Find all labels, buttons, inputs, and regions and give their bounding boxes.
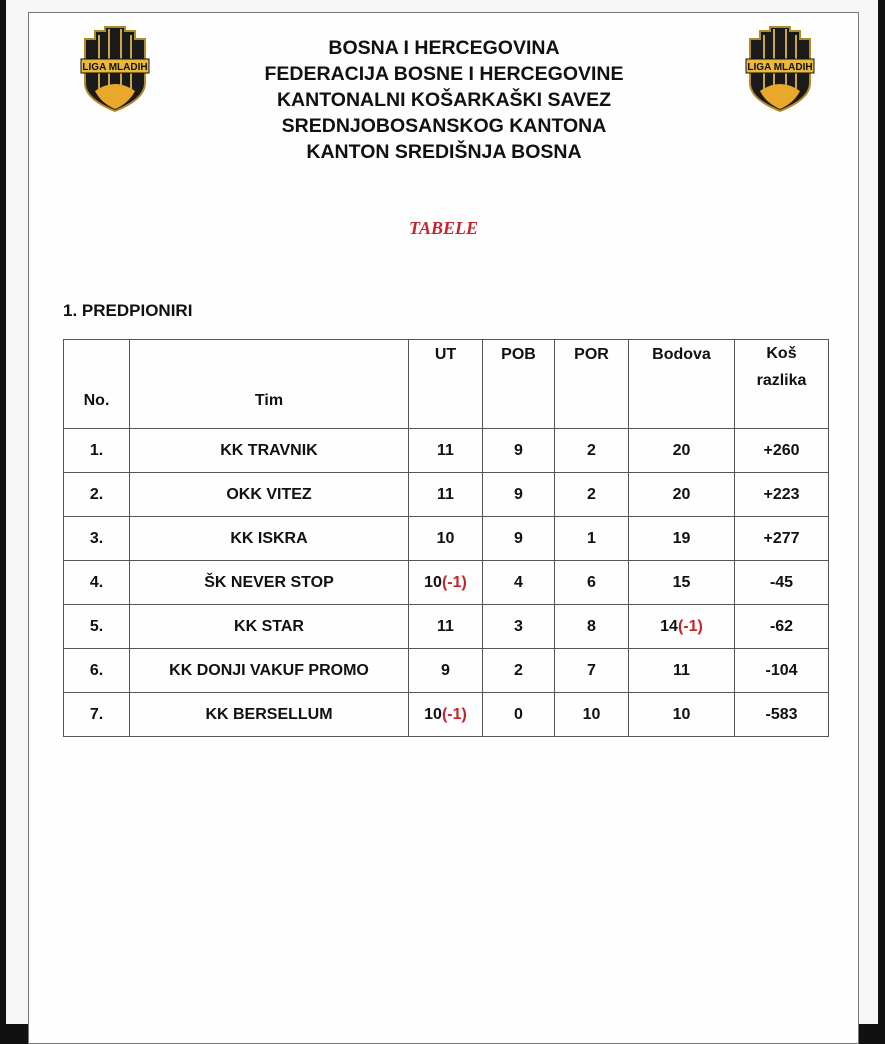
cell-losses: 6 xyxy=(555,561,629,605)
cell-played xyxy=(409,693,483,737)
header-line: FEDERACIJA BOSNE I HERCEGOVINE xyxy=(264,63,624,85)
document-page xyxy=(28,12,859,1044)
letterhead xyxy=(179,35,709,165)
played-value: 10 xyxy=(436,529,455,547)
cell-point-diff: -583 xyxy=(735,693,829,737)
cell-losses: 10 xyxy=(555,693,629,737)
section-heading: 1. PREDPIONIRI xyxy=(63,301,193,320)
cell-no: 1. xyxy=(64,429,130,473)
table-row xyxy=(64,473,829,517)
cell-point-diff: +260 xyxy=(735,429,829,473)
cell-wins: 4 xyxy=(483,561,555,605)
col-header-line: razlika xyxy=(756,372,807,389)
cell-points xyxy=(629,473,735,517)
cell-points xyxy=(629,517,735,561)
points-value: 11 xyxy=(673,661,690,679)
cell-no: 3. xyxy=(64,517,130,561)
col-header-line: Koš xyxy=(766,345,797,362)
played-value: 10 xyxy=(424,573,442,591)
cell-team: KK ISKRA xyxy=(130,517,409,561)
table-row xyxy=(64,693,829,737)
points-value: 20 xyxy=(672,441,691,459)
col-header-point-diff xyxy=(735,340,829,429)
svg-text:LIGA MLADIH: LIGA MLADIH xyxy=(747,62,813,73)
col-header-team: Tim xyxy=(130,340,409,429)
points-value: 19 xyxy=(672,529,691,547)
cell-played xyxy=(409,561,483,605)
cell-point-diff: -45 xyxy=(735,561,829,605)
cell-wins: 9 xyxy=(483,517,555,561)
cell-wins: 3 xyxy=(483,605,555,649)
points-value: 10 xyxy=(672,705,691,723)
header-line: SREDNJOBOSANSKOG KANTONA xyxy=(281,115,607,137)
cell-points xyxy=(629,605,735,649)
standings-table xyxy=(63,339,829,737)
cell-no: 2. xyxy=(64,473,130,517)
cell-wins: 9 xyxy=(483,429,555,473)
col-header-wins: POB xyxy=(483,340,555,429)
cell-team: KK TRAVNIK xyxy=(130,429,409,473)
cell-played xyxy=(409,649,483,693)
cell-team: ŠK NEVER STOP xyxy=(130,561,409,605)
cell-points xyxy=(629,429,735,473)
table-row xyxy=(64,517,829,561)
cell-team: KK DONJI VAKUF PROMO xyxy=(130,649,409,693)
cell-points xyxy=(629,693,735,737)
cell-losses: 2 xyxy=(555,473,629,517)
cell-wins: 9 xyxy=(483,473,555,517)
cell-no: 7. xyxy=(64,693,130,737)
table-row xyxy=(64,429,829,473)
liga-mladih-logo-right xyxy=(744,25,816,113)
cell-no: 5. xyxy=(64,605,130,649)
cell-point-diff: -104 xyxy=(735,649,829,693)
table-row xyxy=(64,649,829,693)
points-value: 14 xyxy=(660,617,678,635)
played-value: 10 xyxy=(424,705,442,723)
header-line: KANTON SREDIŠNJA BOSNA xyxy=(306,141,582,163)
played-value: 9 xyxy=(441,661,450,679)
svg-text:LIGA MLADIH: LIGA MLADIH xyxy=(82,62,148,73)
played-value: 11 xyxy=(437,441,454,459)
cell-point-diff: +277 xyxy=(735,517,829,561)
cell-point-diff: -62 xyxy=(735,605,829,649)
played-penalty: (-1) xyxy=(441,573,467,591)
points-value: 20 xyxy=(672,485,691,503)
cell-team: KK STAR xyxy=(130,605,409,649)
header-line: BOSNA I HERCEGOVINA xyxy=(328,37,560,59)
points-value: 15 xyxy=(672,573,691,591)
col-header-losses: POR xyxy=(555,340,629,429)
col-header-points: Bodova xyxy=(629,340,735,429)
cell-points xyxy=(629,649,735,693)
played-penalty: (-1) xyxy=(441,705,467,723)
cell-wins: 0 xyxy=(483,693,555,737)
cell-losses: 7 xyxy=(555,649,629,693)
table-row xyxy=(64,605,829,649)
document-title: TABELE xyxy=(408,218,479,238)
cell-no: 6. xyxy=(64,649,130,693)
cell-no: 4. xyxy=(64,561,130,605)
table-row xyxy=(64,561,829,605)
cell-team: OKK VITEZ xyxy=(130,473,409,517)
cell-played xyxy=(409,473,483,517)
header-line: KANTONALNI KOŠARKAŠKI SAVEZ xyxy=(276,89,612,111)
cell-played xyxy=(409,429,483,473)
cell-points xyxy=(629,561,735,605)
cell-team: KK BERSELLUM xyxy=(130,693,409,737)
col-header-played: UT xyxy=(409,340,483,429)
cell-played xyxy=(409,517,483,561)
cell-point-diff: +223 xyxy=(735,473,829,517)
points-penalty: (-1) xyxy=(677,617,703,635)
liga-mladih-logo-left xyxy=(79,25,151,113)
cell-losses: 8 xyxy=(555,605,629,649)
cell-losses: 1 xyxy=(555,517,629,561)
cell-losses: 2 xyxy=(555,429,629,473)
table-header-row xyxy=(64,340,829,429)
screen-background xyxy=(6,0,878,1024)
cell-wins: 2 xyxy=(483,649,555,693)
played-value: 11 xyxy=(437,485,454,503)
played-value: 11 xyxy=(437,617,454,635)
cell-played xyxy=(409,605,483,649)
col-header-no: No. xyxy=(64,340,130,429)
